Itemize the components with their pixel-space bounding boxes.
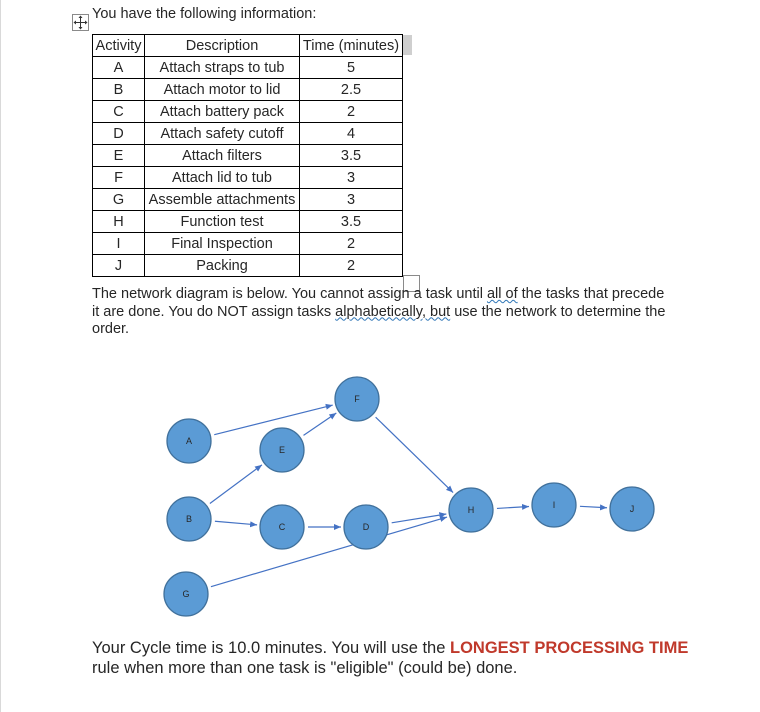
node-label: D [362, 522, 370, 532]
node-label: G [182, 589, 190, 599]
activity-cell: G [93, 189, 145, 211]
table-row [93, 101, 403, 123]
edge-e-f [304, 413, 337, 435]
node-f [335, 377, 379, 421]
time-cell: 3 [300, 189, 403, 211]
node-h [449, 488, 493, 532]
description-cell: Final Inspection [145, 233, 300, 255]
time-cell: 2 [300, 101, 403, 123]
activity-cell: D [93, 123, 145, 145]
activity-cell: E [93, 145, 145, 167]
activity-cell: B [93, 79, 145, 101]
time-cell: 2 [300, 233, 403, 255]
header-description: Description [145, 35, 300, 57]
spellcheck-all-of: all of [486, 286, 518, 302]
time-cell: 4 [300, 123, 403, 145]
intro-text: You have the following information: [92, 6, 317, 22]
node-label: I [552, 500, 556, 510]
edge-b-e [210, 465, 262, 504]
table-header-row [93, 35, 403, 57]
node-c [260, 505, 304, 549]
table-row [93, 233, 403, 255]
table-row [93, 189, 403, 211]
table-row [93, 145, 403, 167]
instructions-part-1: The network diagram is below. You cannot assign a task until [92, 286, 487, 302]
node-label: B [185, 514, 193, 524]
time-cell: 3.5 [300, 145, 403, 167]
description-cell: Attach safety cutoff [145, 123, 300, 145]
activity-table [92, 34, 403, 277]
node-i [532, 483, 576, 527]
activity-cell: J [93, 255, 145, 277]
node-a [167, 419, 211, 463]
table-body [93, 57, 403, 277]
description-cell: Function test [145, 211, 300, 233]
network-diagram [0, 360, 760, 630]
description-cell: Attach motor to lid [145, 79, 300, 101]
table-row [93, 79, 403, 101]
table-row [93, 255, 403, 277]
header-activity: Activity [93, 35, 145, 57]
cycle-time-text-end: rule when more than one task is "eligible" (could be) done. [92, 659, 518, 677]
activity-cell: C [93, 101, 145, 123]
table-row [93, 167, 403, 189]
description-cell: Attach lid to tub [145, 167, 300, 189]
node-label: H [467, 505, 475, 515]
activity-cell: F [93, 167, 145, 189]
edge-d-h [392, 514, 447, 523]
node-label: C [278, 522, 286, 532]
table-row [93, 211, 403, 233]
cycle-time-note [92, 638, 692, 678]
description-cell: Attach battery pack [145, 101, 300, 123]
time-cell: 2.5 [300, 79, 403, 101]
node-g [164, 572, 208, 616]
time-cell: 3.5 [300, 211, 403, 233]
header-time: Time (minutes) [300, 35, 403, 57]
node-e [260, 428, 304, 472]
activity-cell: A [93, 57, 145, 79]
node-label: E [278, 445, 286, 455]
cycle-time-text: Your Cycle time is 10.0 minutes. You will use the [92, 639, 450, 657]
node-d [344, 505, 388, 549]
time-cell: 2 [300, 255, 403, 277]
table-row [93, 57, 403, 79]
edge-f-h [376, 417, 453, 492]
move-arrows-icon [73, 15, 88, 30]
instructions-part-3: use the network to determine the order. [92, 303, 666, 337]
node-j [610, 487, 654, 531]
edge-b-c [215, 521, 257, 525]
table-move-handle[interactable] [72, 14, 89, 31]
edge-h-i [497, 507, 529, 509]
selection-highlight [403, 35, 412, 55]
spellcheck-alphabetically-but: alphabetically, but [335, 303, 451, 320]
description-cell: Attach filters [145, 145, 300, 167]
node-label: J [629, 504, 635, 514]
network-instructions [92, 286, 672, 339]
time-cell: 5 [300, 57, 403, 79]
node-label: A [185, 436, 193, 446]
instructions-part-2: the tasks that precede it are done. You do NOT assign tasks [92, 286, 665, 320]
activity-cell: H [93, 211, 145, 233]
activity-cell: I [93, 233, 145, 255]
description-cell: Attach straps to tub [145, 57, 300, 79]
table-row [93, 123, 403, 145]
description-cell: Assemble attachments [145, 189, 300, 211]
lpt-rule-emphasis: LONGEST PROCESSING TIME [450, 639, 689, 657]
time-cell: 3 [300, 167, 403, 189]
edge-i-j [580, 506, 607, 507]
description-cell: Packing [145, 255, 300, 277]
node-b [167, 497, 211, 541]
node-label: F [354, 394, 360, 404]
